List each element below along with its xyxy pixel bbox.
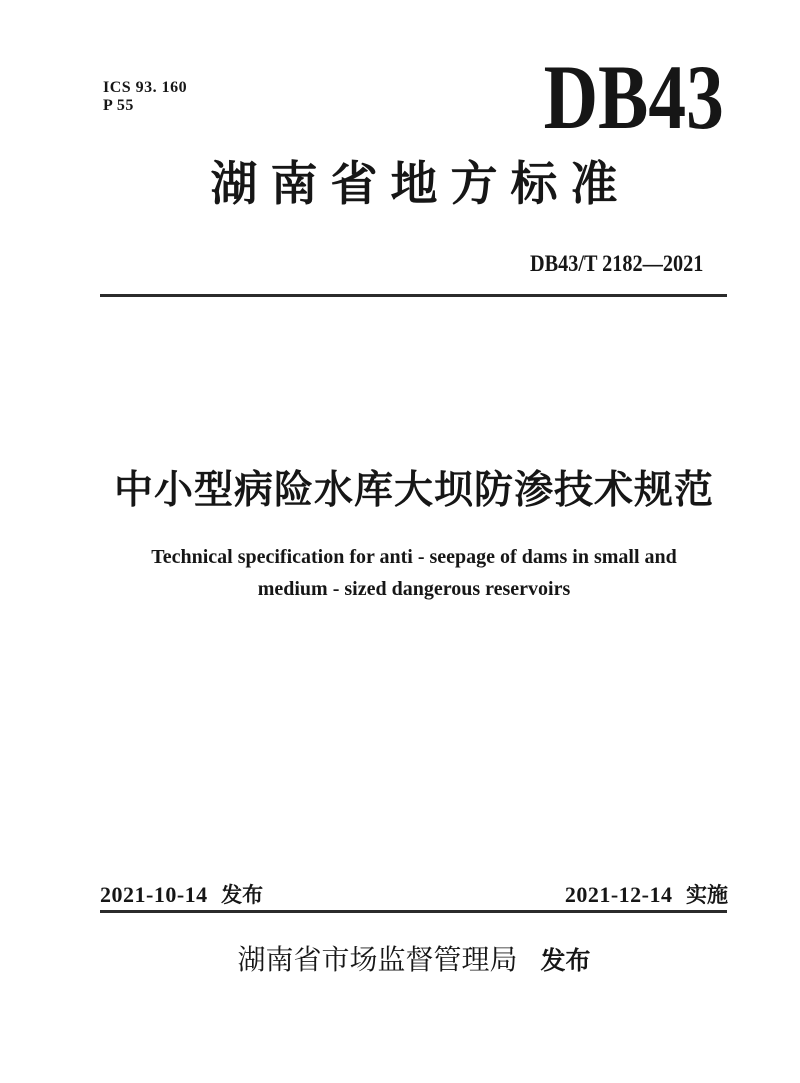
implementation-date-item: [565, 883, 728, 908]
issue-date-item: [100, 883, 263, 908]
standard-number: DB43/T 2182—2021: [529, 251, 704, 276]
document-title-en: [100, 541, 728, 605]
db-code-logo: DB43: [543, 46, 724, 148]
issue-date: 2021-10-14: [100, 882, 208, 907]
footer-rule: [100, 910, 727, 913]
ics-code: ICS 93. 160: [103, 79, 188, 96]
implementation-label: 实施: [686, 884, 728, 907]
class-code: P 55: [103, 97, 134, 114]
publisher-action-label: 发布: [540, 947, 591, 975]
publisher-name: 湖南省市场监督管理局: [237, 945, 518, 976]
issue-label: 发布: [221, 884, 264, 907]
implementation-date: 2021-12-14: [564, 882, 673, 907]
dates-row: [100, 883, 728, 908]
ics-classification-block: [103, 79, 187, 115]
header-rule: [100, 294, 727, 297]
standard-category-heading: 湖南省地方标准: [210, 157, 631, 210]
publisher-row: [100, 941, 728, 979]
document-title-en-line1: Technical specification for anti - seepage of dams in small and: [151, 546, 677, 568]
document-title-zh: 中小型病险水库大坝防渗技术规范: [113, 469, 714, 512]
document-title-en-line2: medium - sized dangerous reservoirs: [257, 578, 571, 600]
